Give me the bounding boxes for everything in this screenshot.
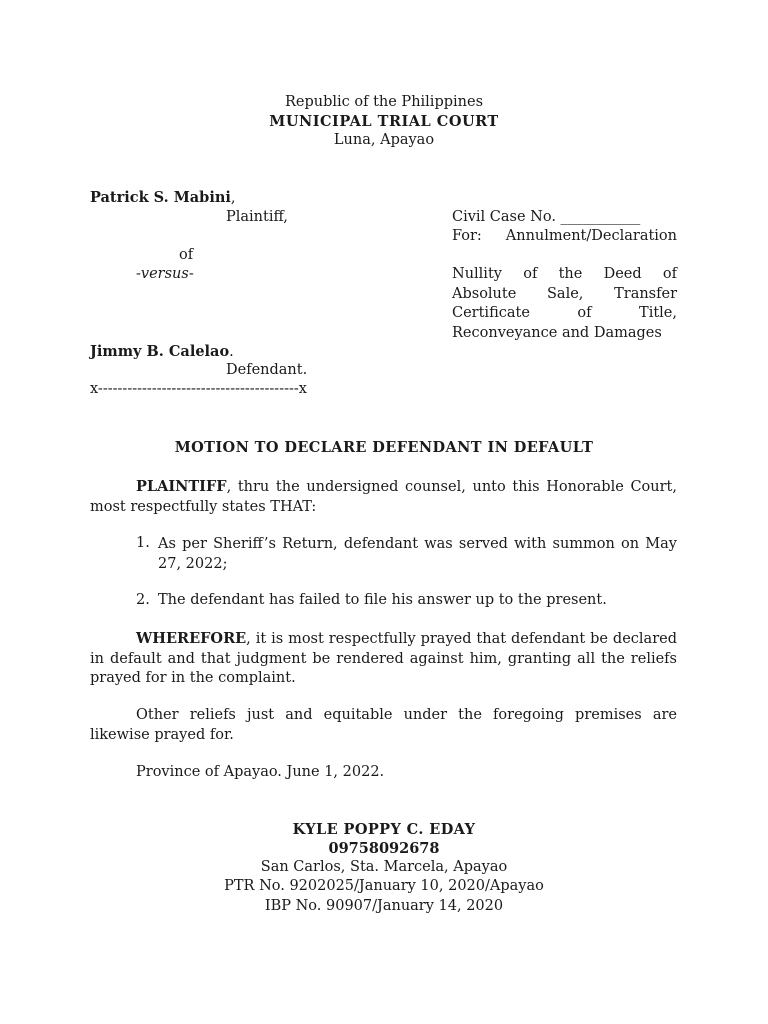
item-2-number: 2. [136, 592, 150, 608]
plaintiff-role: Plaintiff, [226, 209, 288, 225]
counsel-address: San Carlos, Sta. Marcela, Apayao [260, 859, 508, 875]
of-label: of [179, 247, 194, 263]
plaintiff-name-suffix: , [230, 190, 236, 206]
counsel-name: KYLE POPPY C. EDAY [292, 821, 476, 838]
defendant-name: Jimmy B. Calelao [90, 343, 230, 360]
plaintiff-name: Patrick S. Mabini [90, 189, 231, 206]
defendant-name-suffix: . [229, 344, 234, 360]
counsel-phone: 09758092678 [328, 840, 440, 857]
intro-text: , thru the undersigned counsel, unto this Honorable Court, most respectfully states THAT: [90, 479, 677, 515]
caption-separator: x-----------------------------------------x [90, 381, 307, 397]
case-nature: Nullity of the Deed of Absolute Sale, Transfer Certificate of Title, Reconveyance and Damages [452, 266, 677, 341]
republic-line: Republic of the Philippines [284, 94, 484, 110]
wherefore-text: , it is most respectfully prayed that defendant be declared in default and that judgment be rendered against him, granting all the reliefs prayed for in the complaint. [90, 631, 677, 686]
defendant-line [90, 343, 234, 360]
court-name: MUNICIPAL TRIAL COURT [269, 113, 499, 130]
item-1-text: As per Sheriff’s Return, defendant was served with summon on May 27, 2022; [158, 536, 677, 572]
defendant-role: Defendant. [226, 362, 308, 378]
date-line: Province of Apayao. June 1, 2022. [136, 764, 385, 780]
for-line [452, 228, 677, 244]
court-location: Luna, Apayao [333, 132, 435, 148]
for-value: Annulment/Declaration [505, 228, 677, 244]
item-2-text: The defendant has failed to file his answer up to the present. [158, 592, 607, 608]
plaintiff-line [90, 189, 235, 206]
wherefore-keyword: WHEREFORE [136, 630, 247, 647]
counsel-ptr: PTR No. 9202025/January 10, 2020/Apayao [224, 878, 544, 894]
for-label: For: [452, 228, 482, 244]
motion-title: MOTION TO DECLARE DEFENDANT IN DEFAULT [174, 439, 594, 456]
plaintiff-keyword: PLAINTIFF [136, 478, 227, 495]
versus-label: -versus- [136, 266, 194, 282]
counsel-ibp: IBP No. 90907/January 14, 2020 [264, 898, 504, 914]
case-number: Civil Case No. ___________ [452, 209, 641, 225]
intro-paragraph [90, 477, 677, 517]
other-reliefs-paragraph: Other reliefs just and equitable under the foregoing premises are likewise prayed for. [90, 707, 677, 743]
wherefore-paragraph [90, 629, 677, 689]
item-1-number: 1. [136, 535, 150, 551]
